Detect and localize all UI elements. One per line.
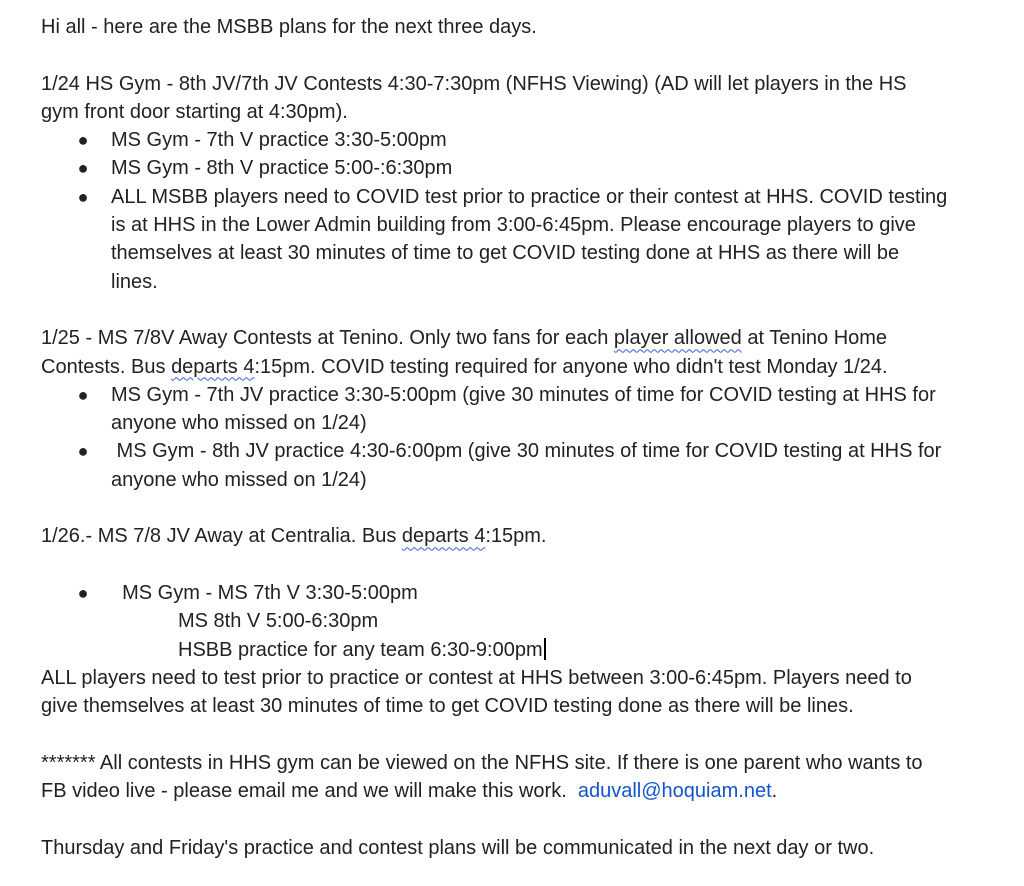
day3-sub-line-2 [41, 636, 1001, 664]
spellcheck-underlined-text[interactable]: departs 4 [401, 525, 486, 548]
bullet-text: anyone who missed on 1/24) [111, 468, 367, 491]
spacer [41, 720, 1001, 748]
spellcheck-underlined-text[interactable]: player allowed [613, 327, 742, 350]
text-run: at Tenino Home [741, 327, 888, 350]
day1-heading-line1: 1/24 HS Gym - 8th JV/7th JV Contests 4:30-7:30pm (NFHS Viewing) (AD will let players in the HS [41, 72, 907, 95]
bullet-icon: ● [77, 582, 89, 603]
bullet-text: lines. [111, 270, 158, 293]
text-run: HSBB practice for any team 6:30-9:00pm [178, 638, 543, 661]
bullet-icon: ● [77, 130, 89, 151]
text-run: :15pm. [485, 525, 547, 548]
spacer [41, 41, 1001, 69]
day2-bullet-2 [41, 437, 1001, 494]
bullet-text: ALL MSBB players need to COVID test prior to practice or their contest at HHS. COVID testing [111, 185, 948, 208]
bullet-icon: ● [77, 384, 89, 405]
day1-bullet-2 [41, 154, 1001, 182]
bullet-text: themselves at least 30 minutes of time to get COVID testing done at HHS as there will be [111, 242, 900, 265]
nfhs-line1: ******* All contests in HHS gym can be viewed on the NFHS site. If there is one parent who wants to [41, 751, 923, 774]
day1-bullet-1 [41, 126, 1001, 154]
spellcheck-underlined-text[interactable]: departs 4 [171, 355, 255, 378]
nfhs-line2 [41, 777, 1001, 805]
day2-bullet-1 [41, 381, 1001, 438]
text-run: 1/26.- MS 7/8 JV Away at Centralia. Bus [41, 525, 402, 548]
bullet-text: MS Gym - 7th V practice 3:30-5:00pm [111, 129, 447, 152]
bullet-text: MS Gym - 8th V practice 5:00-:6:30pm [111, 157, 453, 180]
spacer [41, 494, 1001, 522]
day1-heading-line2: gym front door starting at 4:30pm). [41, 100, 348, 123]
day3-bullet-1 [41, 579, 1001, 607]
day1-bullet-3 [41, 183, 1001, 296]
day3-sub-line-1: MS 8th V 5:00-6:30pm [178, 610, 379, 633]
day3-heading [41, 522, 1001, 550]
email-body [41, 13, 1001, 862]
text-run: 1/25 - MS 7/8V Away Contests at Tenino. Only two fans for each [41, 327, 614, 350]
text-run: Contests. Bus [41, 355, 172, 378]
spacer [41, 296, 1001, 324]
text-cursor [544, 638, 546, 660]
spacer [41, 805, 1001, 833]
bullet-text: anyone who missed on 1/24) [111, 412, 367, 435]
closing-line: Thursday and Friday's practice and contest plans will be communicated in the next day or two. [41, 836, 875, 859]
day3-note-line2: give themselves at least 30 minutes of time to get COVID testing done as there will be lines. [41, 695, 854, 718]
text-run: . [771, 780, 778, 803]
day2-heading-line2 [41, 353, 1001, 381]
bullet-text: MS Gym - 7th JV practice 3:30-5:00pm (give 30 minutes of time for COVID testing at HHS for [111, 383, 936, 406]
bullet-icon: ● [77, 186, 89, 207]
greeting-line: Hi all - here are the MSBB plans for the next three days. [41, 16, 537, 38]
bullet-text: MS Gym - 8th JV practice 4:30-6:00pm (give 30 minutes of time for COVID testing at HHS for [111, 440, 942, 463]
day3-note-line1: ALL players need to test prior to practice or contest at HHS between 3:00-6:45pm. Players need to [41, 666, 912, 689]
spacer [41, 551, 1001, 579]
bullet-text: is at HHS in the Lower Admin building from 3:00-6:45pm. Please encourage players to give [111, 214, 916, 237]
bullet-text: MS Gym - MS 7th V 3:30-5:00pm [111, 581, 418, 604]
text-run: FB video live - please email me and we will make this work. [41, 780, 578, 803]
text-run: :15pm. COVID testing required for anyone who didn't test Monday 1/24. [254, 355, 888, 378]
bullet-icon: ● [77, 441, 89, 462]
day2-heading-line1 [41, 324, 1001, 352]
bullet-icon: ● [77, 158, 89, 179]
email-link[interactable]: aduvall@hoquiam.net [577, 780, 772, 803]
